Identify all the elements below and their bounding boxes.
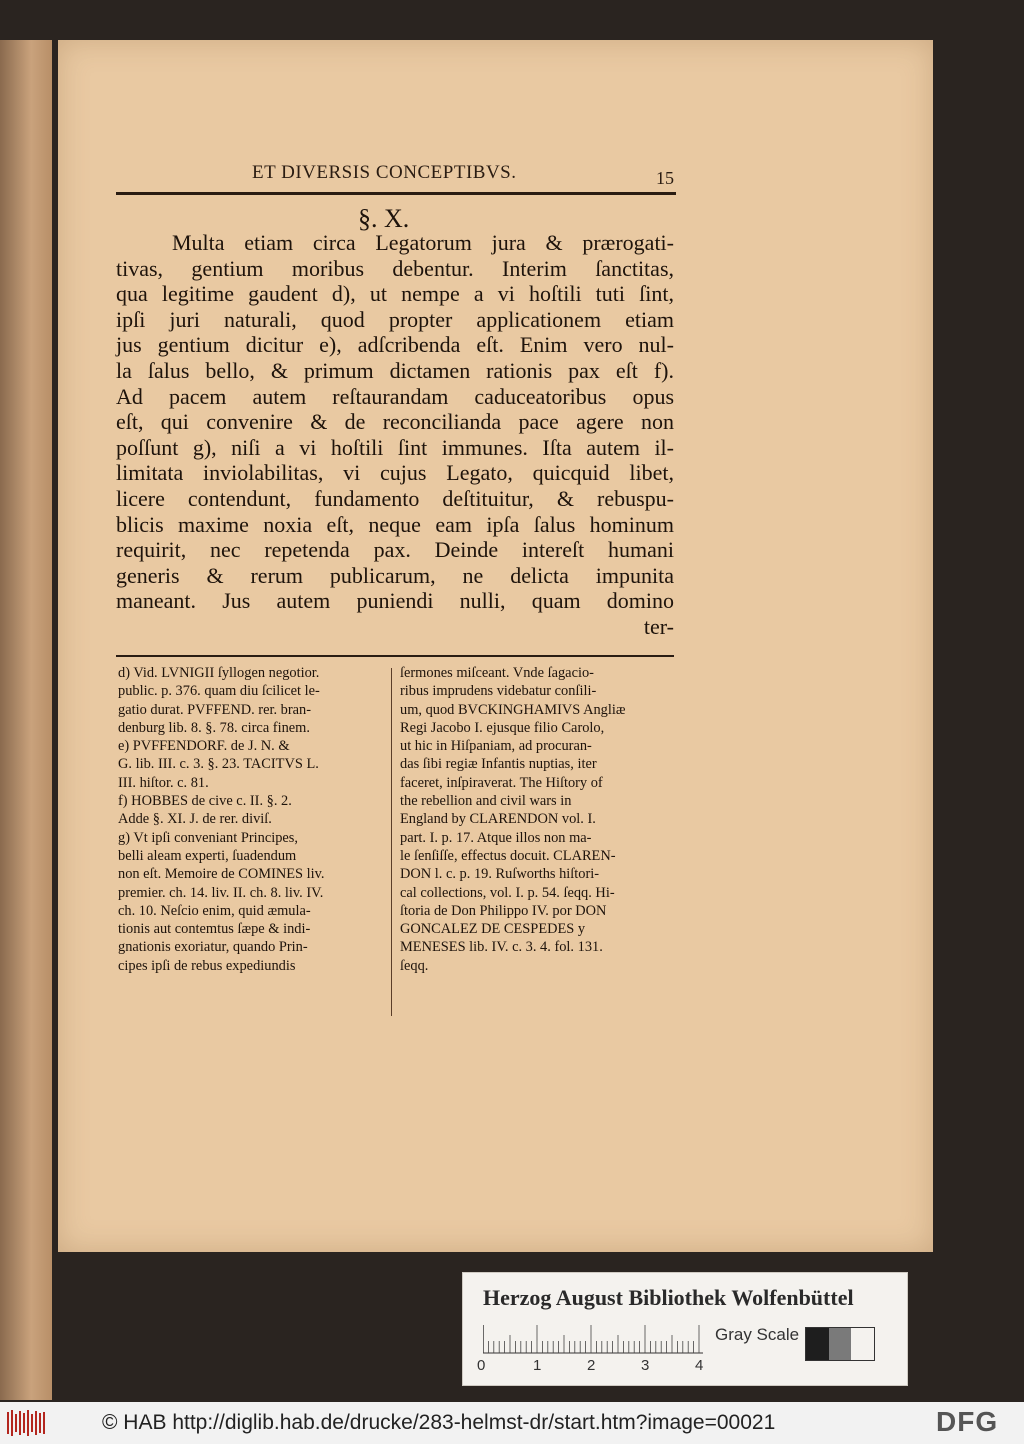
footnote-line: le ſenſiſſe, effectus docuit. CLAREN- (400, 847, 616, 864)
text-line: ipſi juri naturali, quod propter applicationem etiam (116, 306, 674, 332)
footnote-line: belli aleam experti, ſuadendum (118, 847, 297, 864)
footnote-line: England by CLARENDON vol. I. (400, 811, 596, 828)
text-line: limitata inviolabilitas, vi cujus Legato, quicquid libet, (116, 460, 674, 486)
footnote-line: f) HOBBES de cive c. II. §. 2. (118, 793, 292, 810)
footnote-line: premier. ch. 14. liv. II. ch. 8. liv. IV. (118, 884, 324, 901)
footnote-line: G. lib. III. c. 3. §. 23. TACITVS L. (118, 756, 319, 773)
footnote-line: d) Vid. LVNIGII ſyllogen negotior. (118, 665, 320, 681)
running-head: ET DIVERSIS CONCEPTIBVS. (252, 162, 517, 183)
text-line: tivas, gentium moribus debentur. Interim ſanctitas, (116, 255, 674, 281)
footnotes-left-column (118, 664, 386, 975)
ruler-number: 4 (695, 1357, 704, 1374)
footnote-line: ribus imprudens videbatur conſili- (400, 683, 597, 700)
text-line: requirit, nec repetenda pax. Deinde intereſt humani (116, 537, 674, 563)
text-line: poſſunt g), niſi a vi hoſtili ſint immunes. Iſta autem il- (116, 434, 674, 460)
library-label-card (462, 1272, 908, 1386)
footnote-rule (116, 655, 674, 657)
footnote-line: DON l. c. p. 19. Ruſworths hiſtori- (400, 866, 600, 883)
footnote-line: ut hic in Hiſpaniam, ad procuran- (400, 738, 592, 755)
header-rule (116, 192, 676, 195)
text-line: Multa etiam circa Legatorum jura & prærogati- (172, 230, 674, 255)
dfg-logo: DFG (936, 1406, 999, 1437)
footnote-line: ſeqq. (400, 957, 429, 974)
footnote-line: part. I. p. 17. Atque illos non ma- (400, 829, 592, 846)
facing-page-edge (0, 40, 52, 1400)
footnote-line: ch. 10. Neſcio enim, quid æmula- (118, 902, 311, 919)
main-text (116, 230, 674, 640)
footnotes-right-column (400, 664, 668, 975)
footnote-line: tionis aut contemtus ſæpe & indi- (118, 921, 311, 938)
footnote-line: gatio durat. PVFFEND. rer. bran- (118, 701, 312, 718)
footnote-line: e) PVFFENDORF. de J. N. & (118, 738, 290, 755)
library-name: Herzog August Bibliothek Wolfenbüttel (483, 1285, 854, 1310)
text-line: blicis maxime noxia eſt, neque eam ipſa ſalus hominum (116, 511, 674, 537)
footnote-line: ſermones miſceant. Vnde ſagacio- (400, 665, 594, 681)
ruler-number: 1 (533, 1357, 542, 1374)
copyright-url: © HAB http://diglib.hab.de/drucke/283-helmst-dr/start.htm?image=00021 (102, 1411, 776, 1434)
footnote-line: III. hiſtor. c. 81. (118, 774, 209, 791)
footnote-line: non eſt. Memoire de COMINES liv. (118, 866, 325, 883)
text-line: licere contendunt, fundamento deſtituitur, & rebuspu- (116, 485, 674, 511)
gray-scale-swatches (805, 1327, 875, 1361)
text-line: qua legitime gaudent d), ut nempe a vi hoſtili tuti ſint, (116, 281, 674, 307)
column-separator (391, 668, 392, 1016)
book-page (58, 40, 933, 1252)
footnote-line: um, quod BVCKINGHAMIVS Angliæ (400, 701, 626, 718)
text-line: maneant. Jus autem puniendi nulli, quam domino (116, 588, 674, 614)
swatch-black (806, 1328, 829, 1360)
footnote-line: public. p. 376. quam diu ſcilicet le- (118, 683, 320, 700)
footnote-line: das ſibi regiæ Infantis nuptias, iter (400, 756, 597, 773)
footnote-line: GONCALEZ DE CESPEDES y (400, 921, 586, 938)
section-title: §. X. (358, 204, 410, 233)
footer-bar (0, 1402, 1024, 1444)
footnote-line: faceret, inſpiraverat. The Hiſtory of (400, 774, 603, 791)
swatch-white (851, 1328, 874, 1360)
footnote-line: denburg lib. 8. §. 78. circa finem. (118, 719, 310, 736)
footnote-line: Adde §. XI. J. de rer. diviſ. (118, 811, 272, 828)
page-number: 15 (656, 168, 674, 188)
hab-logo-icon (6, 1408, 46, 1438)
catchword: ter- (643, 613, 674, 639)
footnote-line: Regi Jacobo I. ejusque filio Carolo, (400, 719, 605, 736)
gray-scale-label: Gray Scale (715, 1325, 800, 1344)
footnote-line: ſtoria de Don Philippo IV. por DON (400, 902, 607, 919)
ruler-number: 0 (477, 1357, 486, 1374)
text-line: eſt, qui convenire & de reconcilianda pace agere non (116, 409, 674, 435)
footnote-line: cal collections, vol. I. p. 54. ſeqq. Hi- (400, 884, 615, 901)
text-line: generis & rerum publicarum, ne delicta impunita (116, 562, 674, 588)
swatch-gray (829, 1328, 852, 1360)
ruler-number: 2 (587, 1357, 596, 1374)
footnote-line: the rebellion and civil wars in (400, 793, 572, 810)
text-line: la ſalus bello, & primum dictamen rationis pax eſt f). (116, 357, 674, 383)
text-line: jus gentium dicitur e), adſcribenda eſt. Enim vero nul- (116, 332, 674, 358)
footnote-line: cipes ipſi de rebus expediundis (118, 957, 296, 974)
scale-ruler (483, 1323, 703, 1355)
text-line: Ad pacem autem reſtaurandam caduceatoribus opus (116, 383, 674, 409)
ruler-number: 3 (641, 1357, 650, 1374)
footnote-line: MENESES lib. IV. c. 3. 4. fol. 131. (400, 939, 603, 956)
footnote-line: g) Vt ipſi conveniant Principes, (118, 829, 298, 846)
footnote-line: gnationis exoriatur, quando Prin- (118, 939, 308, 956)
